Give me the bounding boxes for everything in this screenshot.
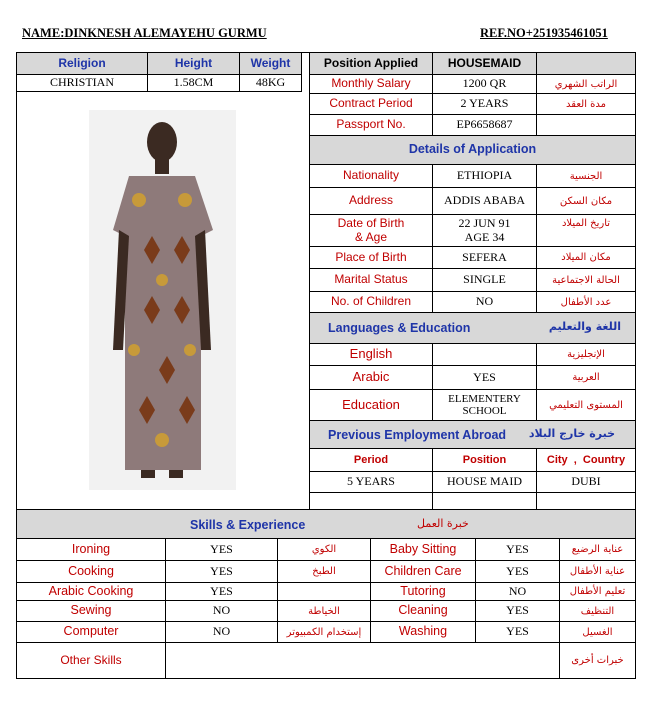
skill-right-label: Children Care <box>370 560 476 583</box>
applicant-name: NAME:DINKNESH ALEMAYEHU GURMU <box>22 26 267 40</box>
languages-title: Languages & Education <box>328 321 471 335</box>
monthly-salary-label: Monthly Salary <box>309 74 433 94</box>
education-arabic: المستوى التعليمي <box>536 389 636 421</box>
skill-right-label: Washing <box>370 621 476 643</box>
marital-status-arabic: الحالة الاجتماعية <box>536 268 636 292</box>
other-skills-label: Other Skills <box>16 642 166 679</box>
employment-col-position: Position <box>432 448 537 472</box>
employment-col-period: Period <box>309 448 433 472</box>
address-value: ADDIS ABABA <box>432 187 537 215</box>
skill-left-arabic <box>277 582 371 601</box>
education-value <box>432 389 537 421</box>
address-arabic: مكان السكن <box>536 187 636 215</box>
dob-arabic: تاريخ الميلاد <box>536 214 636 247</box>
monthly-salary-arabic: الراتب الشهري <box>536 74 636 94</box>
position-applied-value: HOUSEMAID <box>432 52 537 75</box>
passport-arabic <box>536 114 636 136</box>
english-value <box>432 343 537 366</box>
employment-period-value: 5 YEARS <box>309 471 433 493</box>
skill-left-value: YES <box>165 582 278 601</box>
skill-right-arabic: تعليم الأطفال <box>559 582 636 601</box>
dob-value-date: 22 JUN 91 <box>458 216 511 231</box>
children-value: NO <box>432 291 537 313</box>
skills-header <box>16 509 636 539</box>
skill-right-arabic: عناية الرضيع <box>559 538 636 561</box>
details-header: Details of Application <box>309 135 636 165</box>
skill-right-value: YES <box>475 600 560 622</box>
education-label: Education <box>309 389 433 421</box>
nationality-label: Nationality <box>309 164 433 188</box>
nationality-arabic: الجنسية <box>536 164 636 188</box>
skill-left-value: NO <box>165 621 278 643</box>
skill-right-label: Baby Sitting <box>370 538 476 561</box>
skill-left-label: Computer <box>16 621 166 643</box>
skill-right-value: YES <box>475 621 560 643</box>
arabic-label: Arabic <box>309 365 433 390</box>
skill-right-value: YES <box>475 560 560 583</box>
skill-right-arabic: عناية الأطفال <box>559 560 636 583</box>
skill-right-arabic: التنظيف <box>559 600 636 622</box>
employment-col-country: City , Country <box>536 448 636 472</box>
languages-header <box>309 312 636 344</box>
dob-label <box>309 214 433 247</box>
contract-period-label: Contract Period <box>309 93 433 115</box>
skill-left-label: Ironing <box>16 538 166 561</box>
employment-header <box>309 420 636 449</box>
monthly-salary-value: 1200 QR <box>432 74 537 94</box>
english-label: English <box>309 343 433 366</box>
weight-value: 48KG <box>239 74 302 92</box>
skill-left-arabic: الكوي <box>277 538 371 561</box>
employment-blank-3 <box>536 492 636 510</box>
address-label: Address <box>309 187 433 215</box>
weight-label: Weight <box>239 52 302 75</box>
education-value-line2: SCHOOL <box>462 405 507 417</box>
skill-left-arabic: الطبخ <box>277 560 371 583</box>
contract-period-value: 2 YEARS <box>432 93 537 115</box>
dob-value-age: AGE 34 <box>464 229 505 244</box>
skills-arabic-title: خبرة العمل <box>417 517 469 530</box>
skill-right-label: Cleaning <box>370 600 476 622</box>
skill-right-value: YES <box>475 538 560 561</box>
other-skills-value <box>165 642 560 679</box>
marital-status-value: SINGLE <box>432 268 537 292</box>
skill-right-arabic: الغسيل <box>559 621 636 643</box>
english-arabic: الإنجليزية <box>536 343 636 366</box>
skill-left-label: Arabic Cooking <box>16 582 166 601</box>
skills-title: Skills & Experience <box>190 518 306 532</box>
skill-left-value: YES <box>165 538 278 561</box>
arabic-value: YES <box>432 365 537 390</box>
religion-label: Religion <box>16 52 148 75</box>
height-label: Height <box>147 52 240 75</box>
position-applied-blank <box>536 52 636 75</box>
employment-blank-2 <box>432 492 537 510</box>
dob-label-line1: Date of Birth <box>337 216 405 231</box>
skill-right-value: NO <box>475 582 560 601</box>
place-of-birth-value: SEFERA <box>432 246 537 269</box>
education-value-line1: ELEMENTERY <box>448 392 521 405</box>
dob-value <box>432 214 537 247</box>
employment-position-value: HOUSE MAID <box>432 471 537 493</box>
nationality-value: ETHIOPIA <box>432 164 537 188</box>
employment-blank-1 <box>309 492 433 510</box>
skill-left-arabic: إستخدام الكمبيوتر <box>277 621 371 643</box>
children-arabic: عدد الأطفال <box>536 291 636 313</box>
position-applied-label: Position Applied <box>309 52 433 75</box>
religion-value: CHRISTIAN <box>16 74 148 92</box>
marital-status-label: Marital Status <box>309 268 433 292</box>
skill-left-value: NO <box>165 600 278 622</box>
skill-left-label: Sewing <box>16 600 166 622</box>
skill-left-value: YES <box>165 560 278 583</box>
employment-arabic-title: خبرة خارج البلاد <box>528 427 615 440</box>
other-skills-arabic: خبرات أخرى <box>559 642 636 679</box>
employment-country-value: DUBI <box>536 471 636 493</box>
dob-label-line2: & Age <box>354 229 388 244</box>
passport-value: EP6658687 <box>432 114 537 136</box>
applicant-photo <box>89 110 236 490</box>
children-label: No. of Children <box>309 291 433 313</box>
arabic-arabic: العربية <box>536 365 636 390</box>
employment-title: Previous Employment Abroad <box>328 428 507 442</box>
skill-right-label: Tutoring <box>370 582 476 601</box>
place-of-birth-label: Place of Birth <box>309 246 433 269</box>
height-value: 1.58CM <box>147 74 240 92</box>
skill-left-arabic: الخياطة <box>277 600 371 622</box>
contract-period-arabic: مدة العقد <box>536 93 636 115</box>
reference-number: REF.NO+251935461051 <box>480 26 608 40</box>
languages-arabic-title: اللغة والتعليم <box>548 320 621 333</box>
passport-label: Passport No. <box>309 114 433 136</box>
skill-left-label: Cooking <box>16 560 166 583</box>
place-of-birth-arabic: مكان الميلاد <box>536 246 636 269</box>
